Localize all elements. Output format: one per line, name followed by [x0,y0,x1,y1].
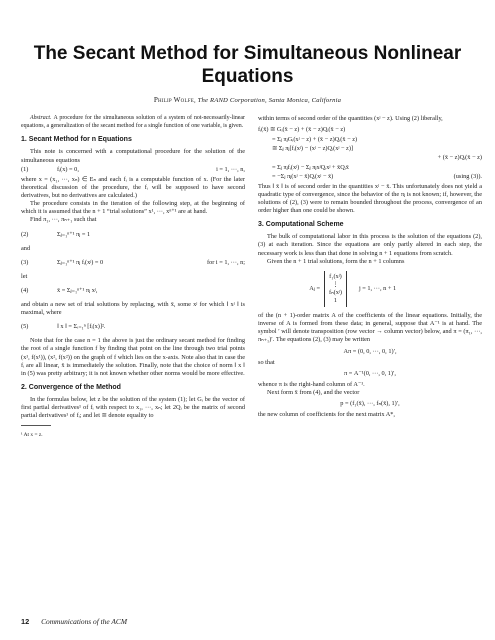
equation-pi: π = A⁻¹(0, ···, 0, 1)′, [344,369,396,377]
section-3-heading: 3. Computational Scheme [258,221,344,229]
section-1-paragraph: The procedure consists in the iteration of the following step, at the beginning of which it is assumed that the n + 1 “trial solutions” x¹, ···, xⁿ⁺¹ are at hand. [21,200,245,216]
matrix-lhs: Aⱼ = [309,284,320,292]
page-number: 12 [21,617,30,626]
section-1-paragraph: Note that for the case n = 1 the above is just the ordinary secant method for finding the root of a single function f by finding that point on the line through two trial points (x¹, f(x¹)), (x², f(x²)) on the graph of f which lies on the x-axis. Note also that in case the fᵢ are all linear, x̄ is immediately the solution. Finally, note that the choice of norm ‖ x ‖ in (5) was pretty arbitrary; it is not known whether other norms would be more effective. [21,337,245,377]
derivation-line: + (x̄ − z)Qᵢ(x̄ − z) [437,154,482,162]
section-1-paragraph: This note is concerned with a computational procedure for the solution of the simultaneous equations [21,148,245,164]
matrix-entry: ⋮ [332,280,339,288]
abstract [21,115,245,130]
equation-3 [21,253,245,273]
derivation-line [258,173,482,182]
section-2-heading: 2. Convergence of the Method [21,384,121,391]
footnote: ¹ At x = z. [21,431,43,438]
right-paragraph: of the (n + 1)-order matrix A of the coefficients of the linear equations. Initially, the inverse of A is formed from these data; in general, suppose that A⁻¹ is at hand. The symbol ′ will denote transposition (row vector → column vector) below, and π = (π₁, ···, πₙ₊₁)′. The equations (2), (3) may be written [258,311,482,344]
matrix-entry: f₁(xʲ) [329,272,342,280]
derivation-line: fᵢ(x̄) ≅ Gᵢ(x̄ − z) + (x̄ − z)Qᵢ(x̄ − z) [258,126,346,134]
column-matrix [258,269,482,309]
journal-name: Communications of the ACM [41,617,127,626]
right-paragraph: Next form x̄ from (4), and the vector [267,389,360,397]
matrix-entry: 1 [333,296,338,304]
derivation-note: (using (3)). [453,173,482,181]
abstract-label: Abstract. [30,115,52,121]
byline [20,96,475,104]
derivation-line: = Σⱼ πⱼGᵢ(xʲ − z) + (x̄ − z)Qᵢ(x̄ − z) [272,135,358,143]
paper-title: The Secant Method for Simultaneous Nonlinear Equations [33,43,462,87]
equation-condition: for i = 1, ···, n; [207,258,245,266]
equation-label: (1) [21,166,29,174]
equation-label: (4) [21,286,29,294]
matrix-entry: fₙ(xʲ) [329,288,342,296]
equation-body: Σⱼ₌₁ⁿ⁺¹ πⱼ fᵢ(xʲ) = 0 [57,258,104,266]
matrix-brackets [324,271,347,307]
equation-body: ‖ x ‖ = Σᵢ₌₁ⁿ [fᵢ(x)]². [57,323,106,331]
equation-a-pi: Aπ = (0, 0, ···, 0, 1)′, [343,347,397,355]
equation-label: (3) [21,258,29,266]
author-name: Philip Wolfe [153,96,194,104]
section-2-paragraph: In the formulas below, let z be the solution of the system (1); let Gᵢ be the vector of first partial derivatives¹ of fᵢ with respect to x₁, ···, xₙ; let 2Qᵢ be the matrix of second partial derivatives¹ of fᵢ; and let ≅ denote equality to [21,396,245,420]
equation-label: (5) [21,323,29,331]
equation-5 [21,317,245,337]
equation-condition: i = 1, ···, n, [216,166,245,174]
page-footer [21,617,482,626]
footnote-rule [21,425,51,426]
equation-body: x̄ = Σⱼ₌₁ⁿ⁺¹ πⱼ xʲ, [57,286,98,294]
derivation-line: ≅ Σⱼ πⱼ[fᵢ(xʲ) − (xʲ − z)Qᵢ(xʲ − z)] [272,144,354,152]
connector-text: so that [258,358,275,366]
section-1-paragraph: Find π₁, ···, πₙ₊₁ such that [30,216,97,224]
left-column [21,115,245,439]
equation-body: fᵢ(x) = 0, [57,166,79,174]
right-paragraph: Given the n + 1 trial solutions, form the n + 1 columns [267,257,405,265]
right-paragraph: whence π is the right-hand column of A⁻¹. [258,381,365,388]
right-paragraph: the new column of coefficients for the next matrix A*, [258,411,395,419]
connector-text: let [21,272,28,280]
derivation-block [258,126,482,182]
equation-1 [21,165,245,176]
section-1-heading: 1. Secant Method for n Equations [21,136,132,144]
author-affiliation: , The RAND Corporation, Santa Monica, California [193,97,342,104]
abstract-text: A procedure for the simultaneous solution of a system of not-necessarily-linear equations, a generalization of the secant method for a single function of one variable, is given. [21,115,245,129]
right-paragraph: Thus ‖ x̄ ‖ is of second order in the quantities xʲ − x̄. This unfortunately does not yield a quadratic type of convergence, since the behavior of the πⱼ is not known; if, however, the solutions of (2), (3) were to remain bounded throughout the process, convergence of an order higher than one could be shown. [258,182,482,214]
right-column [258,115,482,420]
equation-body: Σⱼ₌₁ⁿ⁺¹ πⱼ = 1 [57,230,91,238]
derivation-line: = Σⱼ πⱼfᵢ(xʲ) − Σⱼ πⱼxʲQᵢxʲ + x̄Qᵢx̄ [272,163,349,171]
derivation-expression: = −Σⱼ πⱼ(xʲ − x̄)Qᵢ(xʲ − x̄) [272,173,334,181]
equation-4 [21,281,245,301]
equation-2 [21,225,245,245]
right-paragraph: within terms of second order of the quantities (xʲ − z). Using (2) liberally, [258,115,443,122]
matrix-index-range: j = 1, ···, n + 1 [358,284,397,292]
section-1-paragraph: and obtain a new set of trial solutions by replacing, with x̄, some xʲ for which ‖ xʲ ‖ is maximal, where [21,300,245,317]
right-paragraph: The bulk of computational labor in this process is the solution of the equations (2), (3) at each iteration. Since the equations are only partly altered in each step, the necessary work is less than that done in solving n + 1 equations from scratch. [258,233,482,257]
section-1-paragraph: where x = (x₁, ···, xₙ) ∈ Eₙ and each fᵢ is a computable function of x. (For the later theoretical discussion of the procedure, the fᵢ will be supposed to have second derivatives, but no derivatives are calculated.) [21,175,245,199]
equation-p-vector: p = (f₁(x̄), ···, fₙ(x̄), 1)′, [340,400,400,408]
connector-text: and [21,244,31,252]
equation-label: (2) [21,230,29,238]
